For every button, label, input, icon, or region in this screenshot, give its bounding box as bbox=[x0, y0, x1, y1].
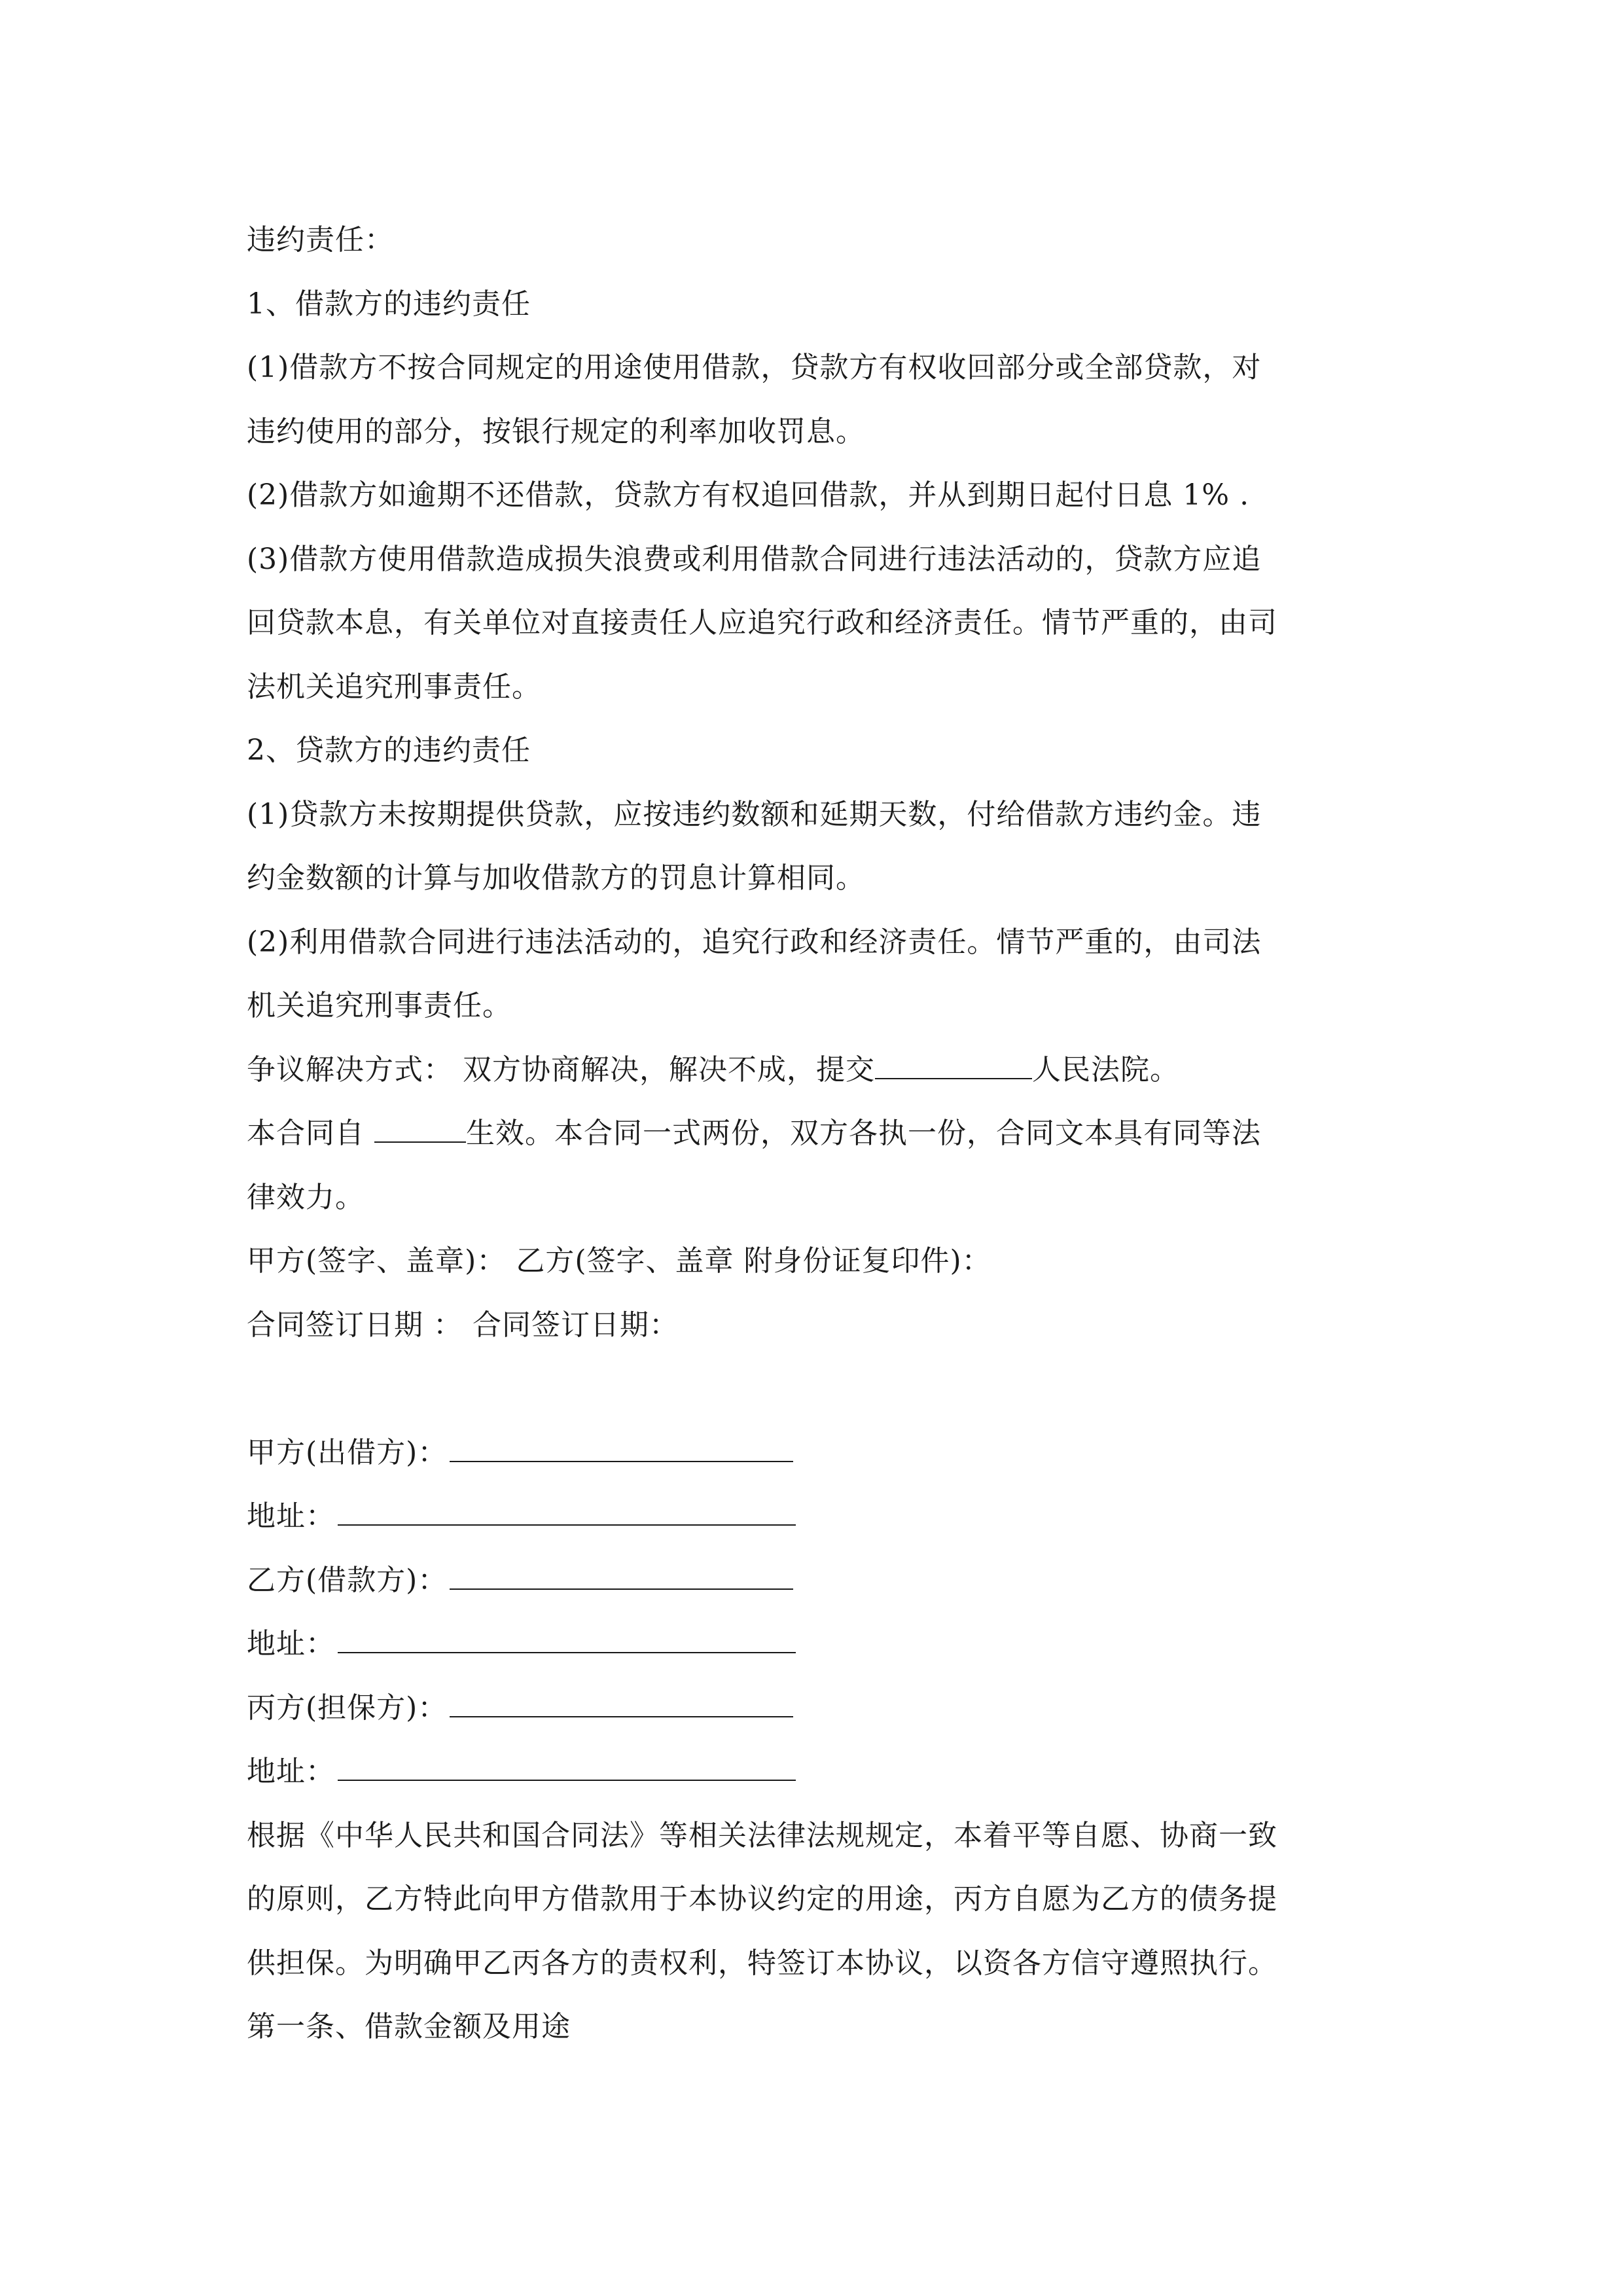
borrower-clause-3-line-2: 回贷款本息，有关单位对直接责任人应追究行政和经济责任。情节严重的，由司 bbox=[247, 606, 1277, 639]
address-a-row bbox=[247, 1484, 1405, 1549]
effective-clause-line-1 bbox=[247, 1102, 1405, 1166]
party-b-label: 乙方(借款方)： bbox=[247, 1563, 448, 1597]
party-a-blank bbox=[450, 1435, 793, 1462]
lender-clause-1-line-2: 约金数额的计算与加收借款方的罚息计算相同。 bbox=[247, 861, 865, 895]
dispute-resolution bbox=[247, 1038, 1405, 1102]
sign-date-line: 合同签订日期 ： 合同签订日期： bbox=[247, 1308, 679, 1342]
address-c-row bbox=[247, 1740, 1405, 1804]
borrower-clause-3-line-3: 法机关追究刑事责任。 bbox=[247, 670, 541, 704]
borrower-clause-1-line-2: 违约使用的部分，按银行规定的利率加收罚息。 bbox=[247, 414, 865, 448]
address-b-row bbox=[247, 1612, 1405, 1676]
address-b-label: 地址： bbox=[247, 1627, 335, 1660]
effective-date-blank bbox=[374, 1115, 466, 1143]
blank-gap bbox=[247, 1357, 1405, 1421]
borrower-clause-1-line-1: (1)借款方不按合同规定的用途使用借款，贷款方有权收回部分或全部贷款，对 bbox=[247, 351, 1262, 384]
preamble-line-1: 根据《中华人民共和国合同法》等相关法律法规规定，本着平等自愿、协商一致 bbox=[247, 1818, 1277, 1852]
preamble-line-3: 供担保。为明确甲乙丙各方的责权利，特签订本协议，以资各方信守遵照执行。 bbox=[247, 1946, 1277, 1980]
address-a-blank bbox=[338, 1498, 796, 1526]
party-a-row bbox=[247, 1421, 1405, 1485]
effective-suffix: 生效。本合同一式两份，双方各执一份，合同文本具有同等法 bbox=[466, 1117, 1261, 1150]
breach-heading: 违约责任： bbox=[247, 223, 394, 257]
article-1-heading: 第一条、借款金额及用途 bbox=[247, 2010, 571, 2043]
address-c-label: 地址： bbox=[247, 1755, 335, 1788]
lender-breach-heading: 2、贷款方的违约责任 bbox=[247, 734, 531, 767]
effective-prefix: 本合同自 bbox=[247, 1117, 374, 1150]
borrower-clause-3-line-1: (3)借款方使用借款造成损失浪费或利用借款合同进行违法活动的，贷款方应追 bbox=[247, 542, 1262, 576]
address-b-blank bbox=[338, 1626, 796, 1653]
borrower-breach-heading: 1、借款方的违约责任 bbox=[247, 287, 531, 321]
lender-clause-2-line-1: (2)利用借款合同进行违法活动的，追究行政和经济责任。情节严重的，由司法 bbox=[247, 925, 1262, 959]
signature-line: 甲方(签字、盖章)： 乙方(签字、盖章 附身份证复印件)： bbox=[247, 1244, 991, 1278]
party-c-label: 丙方(担保方)： bbox=[247, 1691, 448, 1725]
borrower-clause-2: (2)借款方如逾期不还借款，贷款方有权追回借款，并从到期日起付日息 1% . bbox=[247, 478, 1250, 512]
party-b-blank bbox=[450, 1562, 793, 1590]
dispute-prefix: 争议解决方式： 双方协商解决，解决不成，提交 bbox=[247, 1052, 875, 1086]
court-blank bbox=[875, 1052, 1032, 1079]
party-b-row bbox=[247, 1549, 1405, 1613]
dispute-suffix: 人民法院。 bbox=[1031, 1052, 1179, 1086]
party-c-blank bbox=[450, 1690, 793, 1717]
address-a-label: 地址： bbox=[247, 1499, 335, 1533]
lender-clause-2-line-2: 机关追究刑事责任。 bbox=[247, 989, 512, 1022]
preamble-line-2: 的原则，乙方特此向甲方借款用于本协议约定的用途，丙方自愿为乙方的债务提 bbox=[247, 1882, 1277, 1916]
lender-clause-1-line-1: (1)贷款方未按期提供贷款，应按违约数额和延期天数，付给借款方违约金。违 bbox=[247, 797, 1262, 831]
party-c-row bbox=[247, 1676, 1405, 1740]
party-a-label: 甲方(出借方)： bbox=[247, 1435, 448, 1469]
document-body bbox=[247, 208, 1405, 2059]
address-c-blank bbox=[338, 1753, 796, 1781]
effective-clause-line-2: 律效力。 bbox=[247, 1180, 365, 1214]
